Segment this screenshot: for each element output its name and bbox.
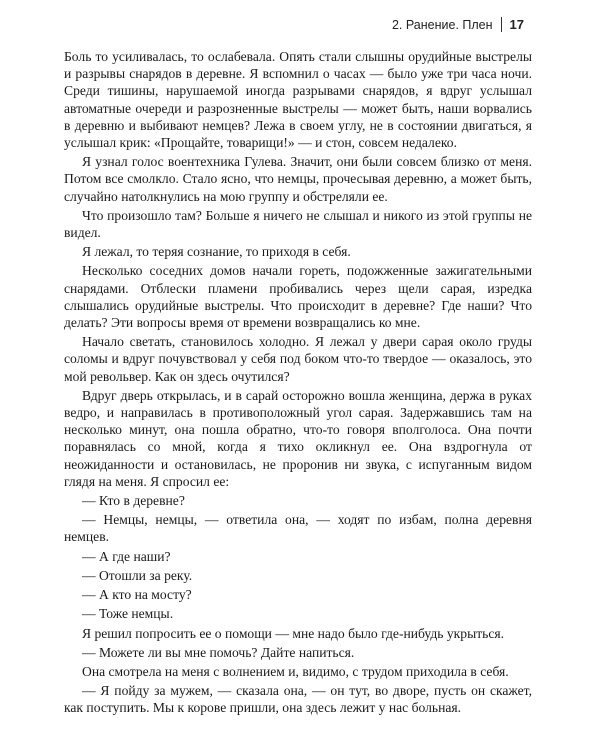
dialogue-line: — Немцы, немцы, — ответила она, — ходят по избам, полна деревня немцев.: [64, 512, 532, 545]
paragraph: Я лежал, то теряя сознание, то приходя в себя.: [82, 244, 351, 260]
dialogue-line: — Я пойду за мужем, — сказала она, — он тут, во дворе, пусть он скажет, как поступить. Мы к корове пришли, она здесь лежит у нас больная.: [64, 683, 532, 716]
header-divider: [501, 17, 502, 32]
dialogue-line: — А где наши?: [82, 548, 171, 564]
dialogue-line: — Тоже немцы.: [82, 606, 174, 622]
paragraph: Она смотрела на меня с волнением и, видимо, с трудом приходила в себя.: [82, 663, 509, 679]
paragraph: Боль то усиливалась, то ослабевала. Опять стали слышны орудийные выстрелы и разрывы снарядов в деревне. Я вспомнил о часах — было уже три часа ночи. Среди тишины, нарушаемой иногда разрывами снарядов, я вдруг услышал автоматные очереди и разрозненные выстрелы — может быть, наши ворвались в деревню и выбивают немцев? Лежа в своем углу, не в состоянии двигаться, я услышал крик: «Прощайте, товарищи!» — и стон, совсем недалеко.: [64, 49, 532, 151]
dialogue-line: — Можете ли вы мне помочь? Дайте напиться.: [82, 644, 355, 660]
dialogue-line: — Кто в деревне?: [82, 493, 185, 509]
paragraph: Вдруг дверь открылась, и в сарай осторожно вошла женщина, держа в руках ведро, и направилась в противоположный угол сарая. Задержавшись там на несколько минут, она пошла обратно, что-то говоря вполголоса. Она почти поравнялась со мной, когда я тихо окликнул ее. Она вздрогнула от неожиданности и остановилась, не проронив ни звука, с испуганным видом глядя на меня. Я спросил ее:: [64, 387, 532, 489]
dialogue-line: — Отошли за реку.: [82, 567, 193, 583]
running-header: [392, 17, 524, 32]
body-text: [64, 48, 532, 719]
paragraph: Что произошло там? Больше я ничего не слышал и никого из этой группы не видел.: [64, 207, 532, 241]
paragraph: Я решил попросить ее о помощи — мне надо было где-нибудь укрыться.: [82, 625, 505, 641]
page-number: 17: [509, 17, 524, 32]
paragraph: Я узнал голос воентехника Гулева. Значит, они были совсем близко от меня. Потом все смолкло. Стало ясно, что немцы, прочесывая деревню, а может быть, случайно натолкнулись на мою группу и обстреляли ее.: [64, 154, 532, 204]
dialogue-line: — А кто на мосту?: [82, 587, 192, 603]
paragraph: Начало светать, становилось холодно. Я лежал у двери сарая около груды соломы и вдруг почувствовал у себя под боком что-то твердое — оказалось, это мой револьвер. Как он здесь очутился?: [64, 334, 532, 384]
chapter-title: 2. Ранение. Плен: [391, 17, 493, 32]
paragraph: Несколько соседних домов начали гореть, подожженные зажигательными снарядами. Отблески пламени пробивались через щели сарая, изредка слышались орудийные выстрелы. Что происходит в деревне? Где наши? Что делать? Эти вопросы время от времени возвращались ко мне.: [64, 263, 532, 331]
